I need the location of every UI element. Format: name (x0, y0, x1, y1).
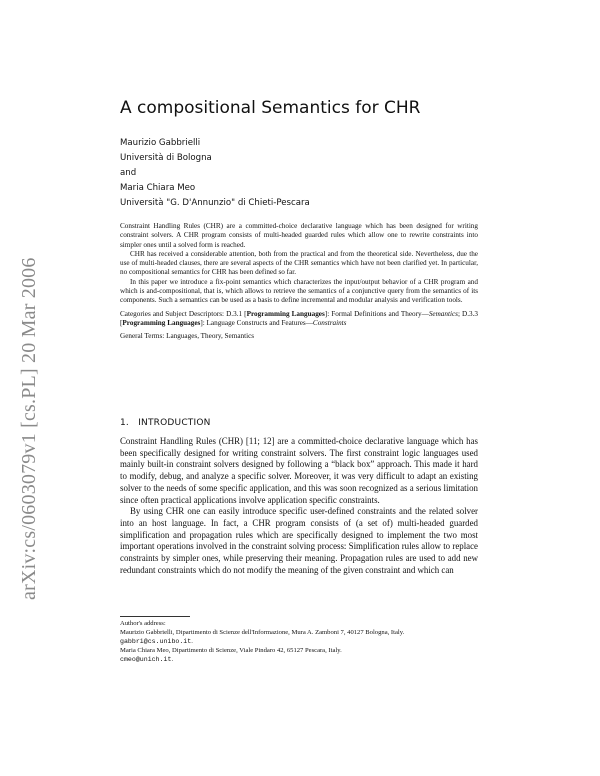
arxiv-sidebar (14, 180, 44, 600)
author-name: Maria Chiara Meo (120, 183, 196, 193)
arxiv-identifier: arXiv:cs/0603079v1 [cs.PL] 20 Mar 2006 (18, 257, 40, 600)
body-text (120, 436, 478, 576)
section-heading (120, 418, 211, 428)
abstract (120, 222, 478, 342)
section-number: 1. (120, 418, 129, 428)
footnote (120, 619, 478, 664)
footnote-address: Maurizio Gabbrielli, Dipartimento di Scienze dell'Informazione, Mura A. Zamboni 7, 40127 Bologna, Italy. (120, 629, 405, 636)
footnote-email: gabbri@cs.unibo.it. (120, 638, 193, 645)
abstract-paragraph: CHR has received a considerable attention, both from the practical and from the theoretical side. Nevertheless, due the use of multi-headed clauses, there are several aspects of the CHR semantics which have not been clarified yet. In particular, no compositional semantics for CHR has been defined so far. (120, 249, 478, 277)
author-separator: and (120, 168, 137, 178)
subject-descriptors: Categories and Subject Descriptors: D.3.1 [Programming Languages]: Formal Definitions and Theory—Semantics; D.3.3 [Programming Languages]: Language Constructs and Features—Constraints (120, 309, 479, 327)
body-paragraph: By using CHR one can easily introduce specific user-defined constraints and the related solver into an host language. In fact, a CHR program consists of (a set of) multi-headed guarded simplification and propagation rules which are specifically designed to implement the two most important operations involved in the constraint solving process: Simplification rules allow to replace constraints by simpler ones, while preserving their meaning. Propagation rules are used to add new redundant constraints which do not modify the meaning of the given constraint and which can (120, 506, 478, 575)
author-name: Maurizio Gabbrielli (120, 138, 201, 148)
body-paragraph: Constraint Handling Rules (CHR) [11; 12] are a committed-choice declarative language which has been specifically designed for writing constraint solvers. The first constraint logic languages used mainly built-in constraint solvers designed by following a “black box” approach. This made it hard to modify, debug, and analyze a specific solver. Moreover, it was very difficult to adapt an existing solver to the needs of some specific application, and this was soon recognized as a serious limitation since often practical applications involve application specific constraints. (120, 436, 478, 505)
abstract-paragraph: In this paper we introduce a fix-point semantics which characterizes the input/output behavior of a CHR program and which is and-compositional, that is, which allows to retrieve the semantics of a conjunctive query from the semantics of its components. Such a semantics can be used as a basis to define incremental and modular analysis and verification tools. (120, 277, 478, 305)
author-block (120, 136, 310, 211)
footnote-rule (120, 616, 190, 617)
general-terms: General Terms: Languages, Theory, Semantics (120, 332, 255, 341)
author-affiliation: Università "G. D'Annunzio" di Chieti-Pescara (120, 198, 310, 208)
author-affiliation: Università di Bologna (120, 153, 212, 163)
footnote-address: Maria Chiara Meo, Dipartimento di Scienze, Viale Pindaro 42, 65127 Pescara, Italy. (120, 647, 342, 654)
abstract-paragraph: Constraint Handling Rules (CHR) are a committed-choice declarative language which has been designed for writing constraint solvers. A CHR program consists of multi-headed guarded rules which allow one to rewrite constraints into simpler ones until a solved form is reached. (120, 222, 478, 249)
section-title: INTRODUCTION (138, 418, 211, 428)
footnote-heading: Author's address: (120, 620, 166, 627)
paper-title: A compositional Semantics for CHR (120, 98, 421, 118)
footnote-email: cmeo@unich.it. (120, 656, 174, 663)
